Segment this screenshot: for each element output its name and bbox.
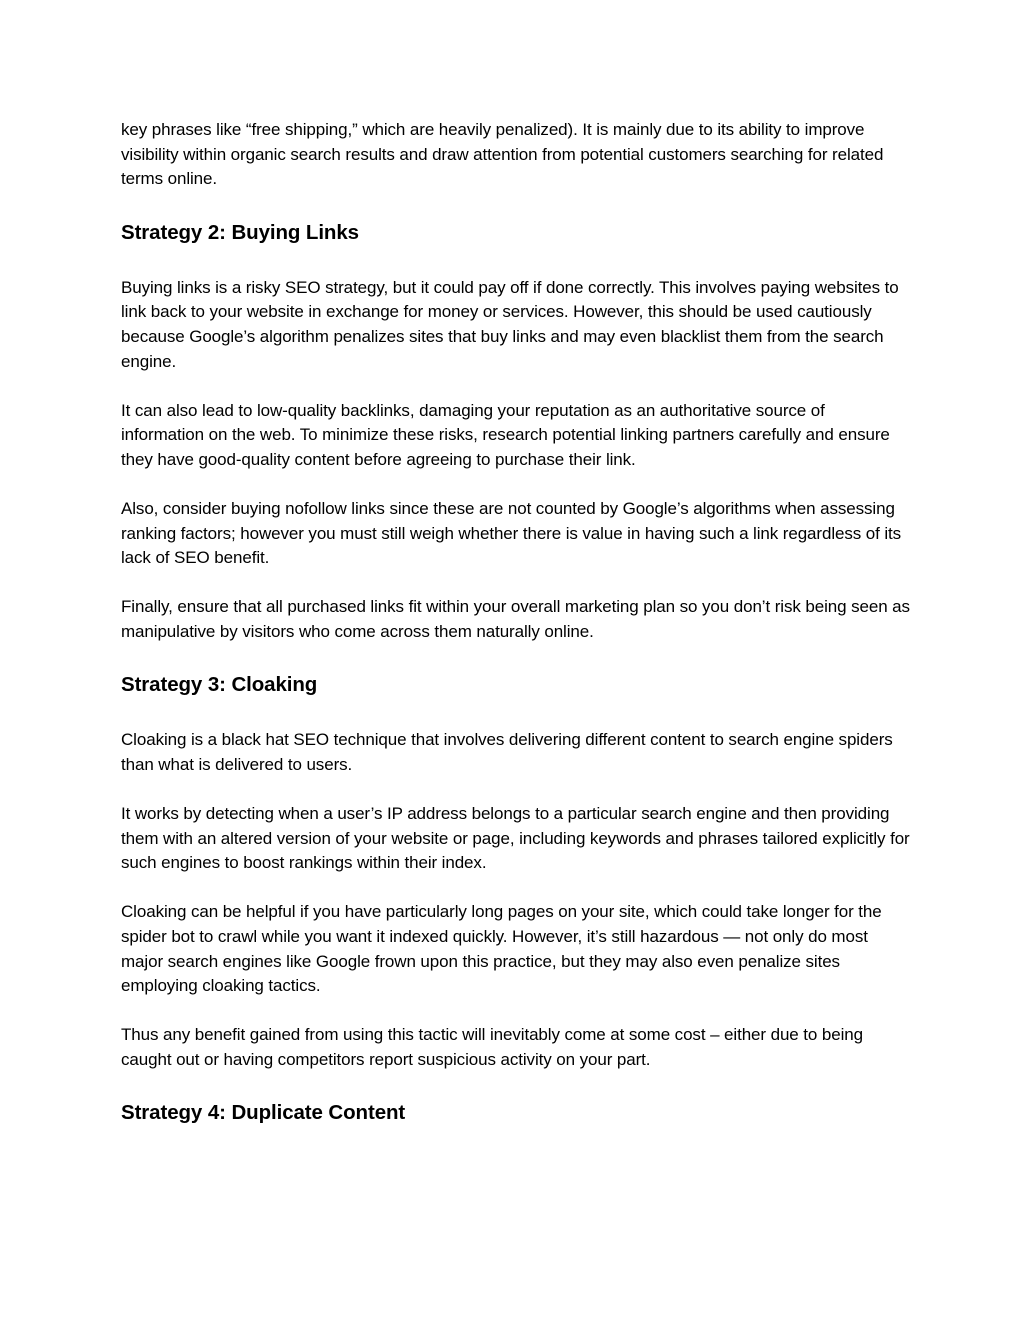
paragraph: It works by detecting when a user’s IP address belongs to a particular search engine and then providing them with an altered version of your website or page, including keywords and phrases tailored explicitly for such engines to boost rankings within their index. [121, 804, 910, 873]
intro-paragraph: key phrases like “free shipping,” which are heavily penalized). It is mainly due to its ability to improve visibility within organic search results and draw attention from potential customers searching for related terms online. [121, 120, 884, 189]
section-heading-duplicate-content: Strategy 4: Duplicate Content [121, 1101, 406, 1125]
paragraph: Cloaking can be helpful if you have particularly long pages on your site, which could take longer for the spider bot to crawl while you want it indexed quickly. However, it’s still hazardous — not only do most major search engines like Google frown upon this practice, but they may also even penalize sites employing cloaking tactics. [121, 902, 882, 996]
section-heading-buying-links: Strategy 2: Buying Links [121, 220, 359, 244]
section-heading-cloaking: Strategy 3: Cloaking [121, 673, 318, 697]
paragraph: Buying links is a risky SEO strategy, but it could pay off if done correctly. This involves paying websites to link back to your website in exchange for money or services. However, this should be used cautiously because Google’s algorithm penalizes sites that buy links and may even blacklist them from the search engine. [121, 277, 899, 371]
paragraph: Finally, ensure that all purchased links fit within your overall marketing plan so you don’t risk being seen as manipulative by visitors who come across them naturally online. [121, 597, 910, 641]
paragraph: Also, consider buying nofollow links since these are not counted by Google’s algorithms when assessing ranking factors; however you must still weigh whether there is value in having such a link regardless of its lack of SEO benefit. [121, 498, 902, 568]
paragraph: Cloaking is a black hat SEO technique that involves delivering different content to search engine spiders than what is delivered to users. [121, 730, 893, 774]
document-page [121, 118, 911, 1127]
paragraph: Thus any benefit gained from using this tactic will inevitably come at some cost – either due to being caught out or having competitors report suspicious activity on your part. [121, 1025, 863, 1069]
paragraph: It can also lead to low-quality backlinks, damaging your reputation as an authoritative source of information on the web. To minimize these risks, research potential linking partners carefully and ensure they have good-quality content before agreeing to purchase their link. [121, 400, 890, 469]
